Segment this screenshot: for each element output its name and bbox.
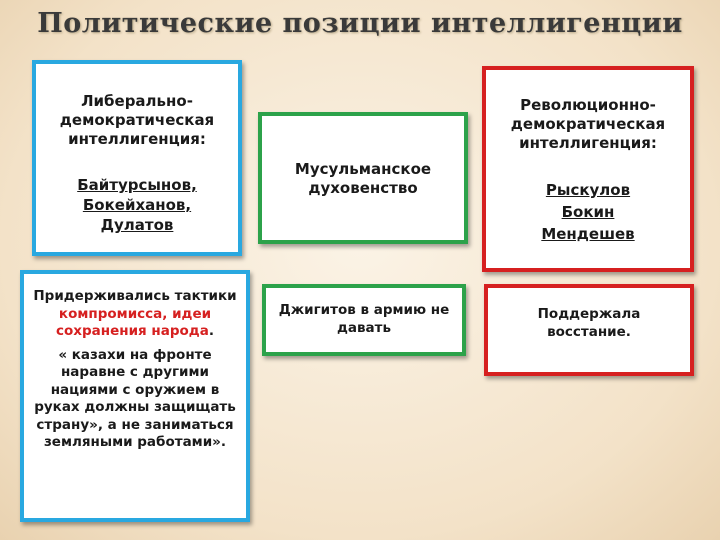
revolutionary-position-box bbox=[484, 284, 694, 376]
clergy-position-box bbox=[262, 284, 466, 356]
heading-line: интеллигенция: bbox=[68, 130, 206, 148]
heading-line: Либерально- bbox=[81, 92, 193, 110]
position-intro-end: . bbox=[208, 323, 214, 339]
heading-line: духовенство bbox=[308, 179, 418, 197]
muslim-clergy-box bbox=[258, 112, 468, 244]
liberal-position-text bbox=[30, 288, 240, 341]
revolutionary-intelligentsia-names bbox=[486, 179, 690, 245]
heading-line: Мусульманское bbox=[294, 160, 432, 178]
liberal-position-quote: « казахи на фронте наравне с другими нациями с оружием в руках должны защищать страну», а не заниматься земляными работами». bbox=[34, 346, 236, 450]
heading-line: интеллигенция: bbox=[519, 134, 657, 152]
revolutionary-intelligentsia-heading bbox=[486, 96, 690, 153]
person-name: Бокейханов, bbox=[82, 196, 192, 214]
liberal-position-box bbox=[20, 270, 250, 522]
heading-line: Революционно- bbox=[520, 96, 656, 114]
position-intro: Придерживались тактики bbox=[33, 288, 237, 304]
revolutionary-intelligentsia-box bbox=[482, 66, 694, 272]
person-name: Байтурсынов, bbox=[77, 176, 197, 194]
liberal-intelligentsia-names bbox=[36, 175, 238, 235]
person-name: Дулатов bbox=[100, 216, 174, 234]
liberal-intelligentsia-box bbox=[32, 60, 242, 256]
slide-title: Политические позиции интеллигенции bbox=[37, 8, 683, 39]
person-name: Бокин bbox=[561, 203, 615, 221]
clergy-position-text: Джигитов в армию не давать bbox=[278, 302, 450, 336]
heading-line: демократическая bbox=[510, 115, 666, 133]
revolutionary-position-text: Поддержала восстание. bbox=[537, 306, 641, 340]
liberal-intelligentsia-heading bbox=[36, 92, 238, 149]
heading-line: демократическая bbox=[59, 111, 215, 129]
person-name: Рыскулов bbox=[545, 181, 631, 199]
muslim-clergy-heading bbox=[262, 160, 464, 198]
person-name: Мендешев bbox=[541, 225, 635, 243]
position-highlight: компромисса, идеи сохранения народа bbox=[56, 305, 212, 339]
